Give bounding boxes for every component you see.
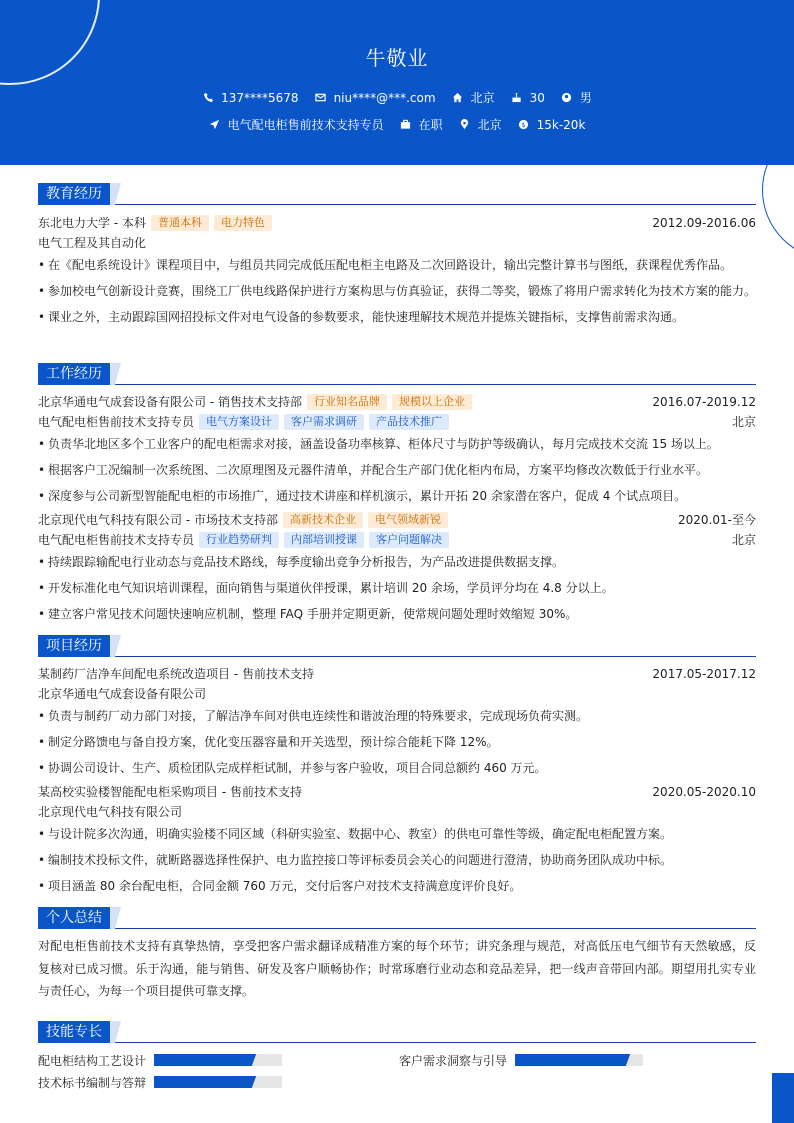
skill-item bbox=[38, 1051, 146, 1069]
job-entry bbox=[38, 510, 756, 626]
position-name: 电气配电柜售前技术支持专员 bbox=[38, 415, 195, 429]
skill-name: 技术标书编制与答辩 bbox=[38, 1075, 147, 1090]
target-city-info bbox=[459, 116, 502, 133]
section-title bbox=[38, 635, 756, 657]
position-row bbox=[38, 530, 756, 550]
gender-text: 男 bbox=[579, 91, 592, 105]
list-item: • 编制技术投标文件，就断路器选择性保护、电力监控接口等评标委员会关心的问题进行澄清，协助商务团队成功中标。 bbox=[38, 848, 756, 872]
skills-list bbox=[38, 1051, 756, 1099]
skill-bar-fill bbox=[515, 1054, 624, 1066]
project-date: 2017.05-2017.12 bbox=[652, 667, 756, 681]
job-text: 电气配电柜售前技术支持专员 bbox=[227, 118, 384, 132]
position-row bbox=[38, 412, 756, 432]
list-item: • 协调公司设计、生产、质检团队完成样柜试制，并参与客户验收，项目合同总额约 460 万元。 bbox=[38, 756, 756, 780]
skill-item bbox=[399, 1051, 507, 1069]
education-bullets bbox=[38, 253, 756, 329]
education-date: 2012.09-2016.06 bbox=[652, 216, 756, 230]
skill-name: 配电柜结构工艺设计 bbox=[38, 1053, 147, 1068]
section-title-text: 个人总结 bbox=[38, 907, 110, 929]
skill-bar bbox=[515, 1054, 643, 1066]
money-icon bbox=[518, 119, 530, 131]
phone-text: 137****5678 bbox=[221, 90, 299, 105]
school-name: 东北电力大学 - 本科 bbox=[38, 216, 146, 230]
project-header bbox=[38, 664, 756, 684]
position-name: 电气配电柜售前技术支持专员 bbox=[38, 533, 195, 547]
cake-icon bbox=[511, 92, 523, 104]
resume-header bbox=[0, 0, 794, 165]
project-bullets bbox=[38, 704, 756, 780]
phone-icon bbox=[202, 92, 214, 104]
decorative-corner-block bbox=[772, 1073, 794, 1123]
position-tag: 电气方案设计 bbox=[199, 414, 279, 430]
email-info bbox=[315, 91, 436, 105]
salary-info bbox=[518, 118, 586, 132]
position-tag: 产品技术推广 bbox=[369, 414, 449, 430]
gender-icon bbox=[561, 92, 573, 104]
briefcase-icon bbox=[400, 119, 412, 131]
project-date: 2020.05-2020.10 bbox=[652, 785, 756, 799]
position-tag: 行业趋势研判 bbox=[199, 532, 279, 548]
skill-bar bbox=[154, 1054, 282, 1066]
age-text: 30 bbox=[529, 90, 545, 105]
list-item: • 开发标准化电气知识培训课程，面向销售与渠道伙伴授课，累计培训 20 余场，学员评分均在 4.8 分以上。 bbox=[38, 576, 756, 600]
major-text: 电气工程及其自动化 bbox=[38, 236, 147, 250]
status-info bbox=[400, 116, 443, 133]
list-item: • 建立客户常见技术问题快速响应机制，整理 FAQ 手册并定期更新，使常规问题处理时效缩短 30%。 bbox=[38, 602, 756, 626]
candidate-name: 牛敬业 bbox=[365, 46, 429, 70]
project-name: 某高校实验楼智能配电柜采购项目 - 售前技术支持 bbox=[38, 785, 302, 799]
skills-section bbox=[38, 1021, 756, 1099]
section-title-text: 项目经历 bbox=[38, 635, 110, 657]
school-tag: 普通本科 bbox=[151, 215, 209, 231]
contact-row bbox=[0, 89, 794, 106]
city-text: 北京 bbox=[470, 91, 495, 105]
list-item: • 课业之外，主动跟踪国网招投标文件对电气设备的参数要求，能快速理解技术规范并提炼关键指标，支撑售前需求沟通。 bbox=[38, 305, 756, 329]
position-tag: 客户问题解决 bbox=[369, 532, 449, 548]
email-text: niu****@***.com bbox=[333, 90, 436, 105]
projects-section bbox=[38, 635, 756, 900]
job-city: 北京 bbox=[731, 533, 756, 547]
list-item: • 负责与制药厂动力部门对接，了解洁净车间对供电连续性和谐波治理的特殊要求，完成现场负荷实测。 bbox=[38, 704, 756, 728]
job-date: 2016.07-2019.12 bbox=[652, 395, 756, 409]
project-company bbox=[38, 802, 756, 822]
list-item: • 项目涵盖 80 余台配电柜，合同金额 760 万元，交付后客户对技术支持满意度评价良好。 bbox=[38, 874, 756, 898]
company-name: 北京现代电气科技有限公司 - 市场技术支持部 bbox=[38, 513, 278, 527]
list-item: • 与设计院多次沟通，明确实验楼不同区域（科研实验室、数据中心、教室）的供电可靠性等级，确定配电柜配置方案。 bbox=[38, 822, 756, 846]
svg-text:$: $ bbox=[521, 120, 526, 129]
project-header bbox=[38, 782, 756, 802]
home-icon bbox=[452, 92, 464, 104]
list-item: • 在《配电系统设计》课程项目中，与组员共同完成低压配电柜主电路及二次回路设计，输出完整计算书与图纸，获课程优秀作品。 bbox=[38, 253, 756, 277]
phone-info bbox=[202, 91, 298, 105]
skill-name: 客户需求洞察与引导 bbox=[399, 1053, 508, 1068]
list-item: • 深度参与公司新型智能配电柜的市场推广，通过技术讲座和样机演示，累计开拓 20 余家潜在客户，促成 4 个试点项目。 bbox=[38, 484, 756, 508]
section-title bbox=[38, 363, 756, 385]
city-info bbox=[452, 89, 495, 106]
work-section bbox=[38, 363, 756, 628]
section-title bbox=[38, 1021, 756, 1043]
major bbox=[38, 233, 756, 253]
age-info bbox=[511, 91, 545, 105]
email-icon bbox=[315, 92, 327, 104]
job-date: 2020.01-至今 bbox=[678, 513, 756, 527]
school-tag: 电力特色 bbox=[214, 215, 272, 231]
list-item: • 持续跟踪输配电行业动态与竞品技术路线，每季度输出竞争分析报告，为产品改进提供数据支撑。 bbox=[38, 550, 756, 574]
position-tag: 内部培训授课 bbox=[284, 532, 364, 548]
company-tag: 行业知名品牌 bbox=[307, 394, 387, 410]
project-name: 某制药厂洁净车间配电系统改造项目 - 售前技术支持 bbox=[38, 667, 314, 681]
summary-section bbox=[38, 907, 756, 1003]
project-entry bbox=[38, 664, 756, 780]
salary-text: 15k-20k bbox=[536, 117, 586, 132]
company-name: 北京华通电气成套设备有限公司 - 销售技术支持部 bbox=[38, 395, 302, 409]
section-title bbox=[38, 907, 756, 929]
skill-bar-fill bbox=[154, 1076, 250, 1088]
section-title-text: 教育经历 bbox=[38, 183, 110, 205]
company-tag: 电气领域新锐 bbox=[368, 512, 448, 528]
skill-bar bbox=[154, 1076, 282, 1088]
list-item: • 负责华北地区多个工业客户的配电柜需求对接，涵盖设备功率核算、柜体尺寸与防护等级确认，每月完成技术交流 15 场以上。 bbox=[38, 432, 756, 456]
gender-info bbox=[561, 89, 592, 106]
project-company-text: 北京华通电气成套设备有限公司 bbox=[38, 687, 207, 701]
list-item: • 根据客户工况编制一次系统图、二次原理图及元器件清单，并配合生产部门优化柜内布局，方案平均修改次数低于行业水平。 bbox=[38, 458, 756, 482]
company-tag: 规模以上企业 bbox=[392, 394, 472, 410]
section-title-text: 工作经历 bbox=[38, 363, 110, 385]
send-icon bbox=[209, 119, 221, 131]
project-bullets bbox=[38, 822, 756, 898]
status-text: 在职 bbox=[418, 118, 443, 132]
location-pin-icon bbox=[459, 119, 471, 131]
job-bullets bbox=[38, 550, 756, 626]
job-intention-row bbox=[0, 116, 794, 133]
summary-text: 对配电柜售前技术支持有真挚热情，享受把客户需求翻译成精准方案的每个环节；讲究条理与规范，对高低压电气细节有天然敏感，反复核对已成习惯。乐于沟通，能与销售、研发及客户顺畅协作；时常琢磨行业动态和竞品差异，把一线声音带回内部。期望用扎实专业与责任心，为每一个项目提供可靠支撑。 bbox=[38, 939, 756, 998]
education-header bbox=[38, 213, 756, 233]
job-entry bbox=[38, 392, 756, 508]
skill-bar-fill bbox=[154, 1054, 250, 1066]
project-company bbox=[38, 684, 756, 704]
project-entry bbox=[38, 782, 756, 898]
job-city: 北京 bbox=[731, 415, 756, 429]
education-section bbox=[38, 183, 756, 331]
company-tag: 高新技术企业 bbox=[283, 512, 363, 528]
position-tag: 客户需求调研 bbox=[284, 414, 364, 430]
job-header bbox=[38, 510, 756, 530]
target-city-text: 北京 bbox=[477, 118, 502, 132]
list-item: • 参加校电气创新设计竞赛，围绕工厂供电线路保护进行方案构思与仿真验证，获得二等奖，锻炼了将用户需求转化为技术方案的能力。 bbox=[38, 279, 756, 303]
skill-item bbox=[38, 1073, 146, 1091]
section-title bbox=[38, 183, 756, 205]
project-company-text: 北京现代电气科技有限公司 bbox=[38, 805, 183, 819]
job-header bbox=[38, 392, 756, 412]
section-title-text: 技能专长 bbox=[38, 1021, 110, 1043]
list-item: • 制定分路馈电与备自投方案，优化变压器容量和开关选型，预计综合能耗下降 12%。 bbox=[38, 730, 756, 754]
job-info bbox=[209, 116, 384, 133]
job-bullets bbox=[38, 432, 756, 508]
